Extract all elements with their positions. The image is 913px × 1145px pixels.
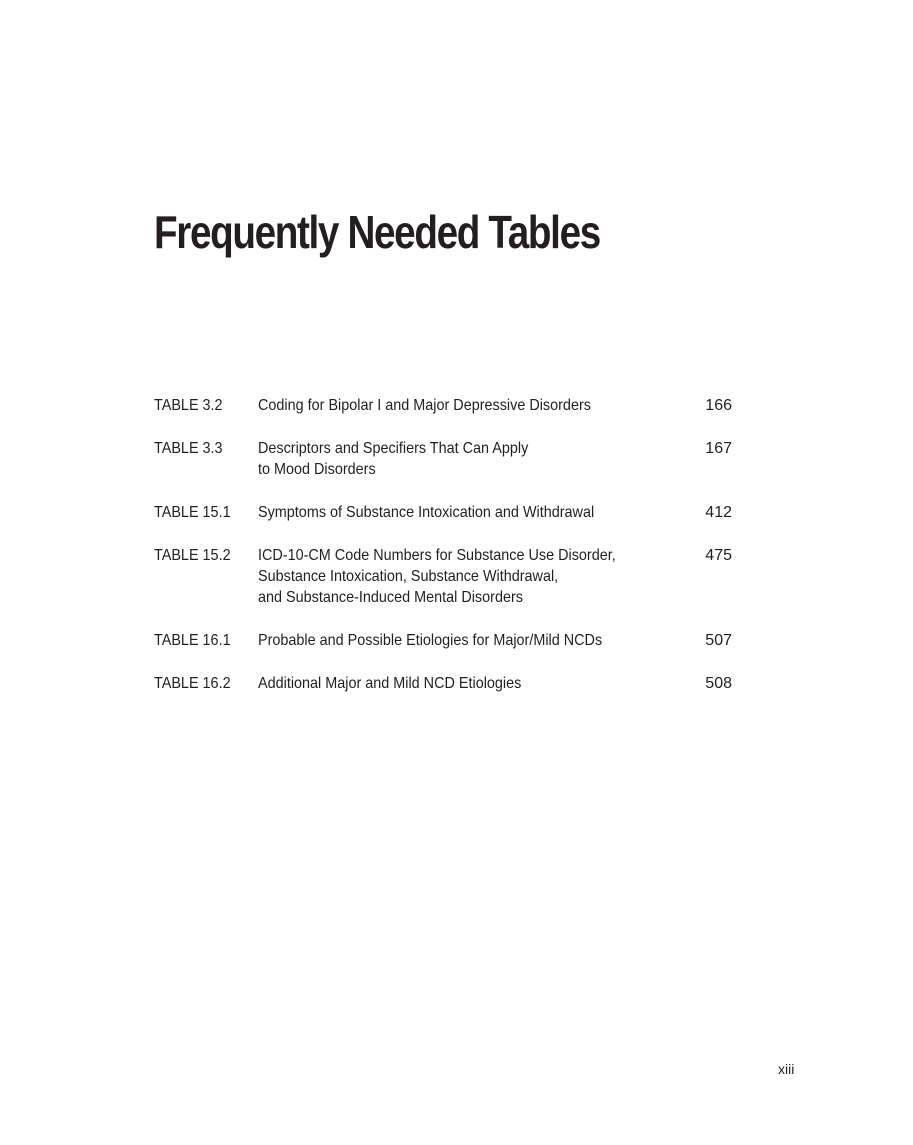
table-title-line: Symptoms of Substance Intoxication and Withdrawal [258,504,595,521]
table-number: TABLE 3.2 [154,397,223,414]
table-title-line: Coding for Bipolar I and Major Depressive Disorders [258,397,591,414]
page-number: 167 [705,440,732,457]
page-number: 412 [705,504,732,521]
table-title-line: Probable and Possible Etiologies for Major/Mild NCDs [258,632,603,649]
table-title-line: Substance Intoxication, Substance Withdrawal, [258,568,559,585]
table-title-line: Additional Major and Mild NCD Etiologies [258,675,522,692]
table-number: TABLE 3.3 [154,440,223,457]
table-title-line: to Mood Disorders [258,461,376,478]
table-number: TABLE 16.1 [154,632,231,649]
page-title: Frequently Needed Tables [154,206,600,258]
page-number: 166 [705,397,732,414]
table-number: TABLE 16.2 [154,675,231,692]
page-number: 475 [705,547,732,564]
table-number: TABLE 15.2 [154,547,231,564]
table-title [258,545,698,608]
table-title [258,502,698,523]
table-entry[interactable] [154,673,734,694]
table-title-line: Descriptors and Specifiers That Can Apply [258,440,529,457]
table-list [154,395,734,716]
table-entry[interactable] [154,545,734,608]
table-title [258,395,698,416]
table-title-line: ICD-10-CM Code Numbers for Substance Use Disorder, [258,547,616,564]
page-number: 507 [705,632,732,649]
page-folio: xiii [778,1061,795,1077]
table-number: TABLE 15.1 [154,504,231,521]
table-entry[interactable] [154,438,734,480]
table-entry[interactable] [154,395,734,416]
table-title [258,673,698,694]
table-title-line: and Substance-Induced Mental Disorders [258,589,523,606]
table-title [258,438,698,480]
table-entry[interactable] [154,502,734,523]
table-entry[interactable] [154,630,734,651]
table-title [258,630,698,651]
page-number: 508 [705,675,732,692]
